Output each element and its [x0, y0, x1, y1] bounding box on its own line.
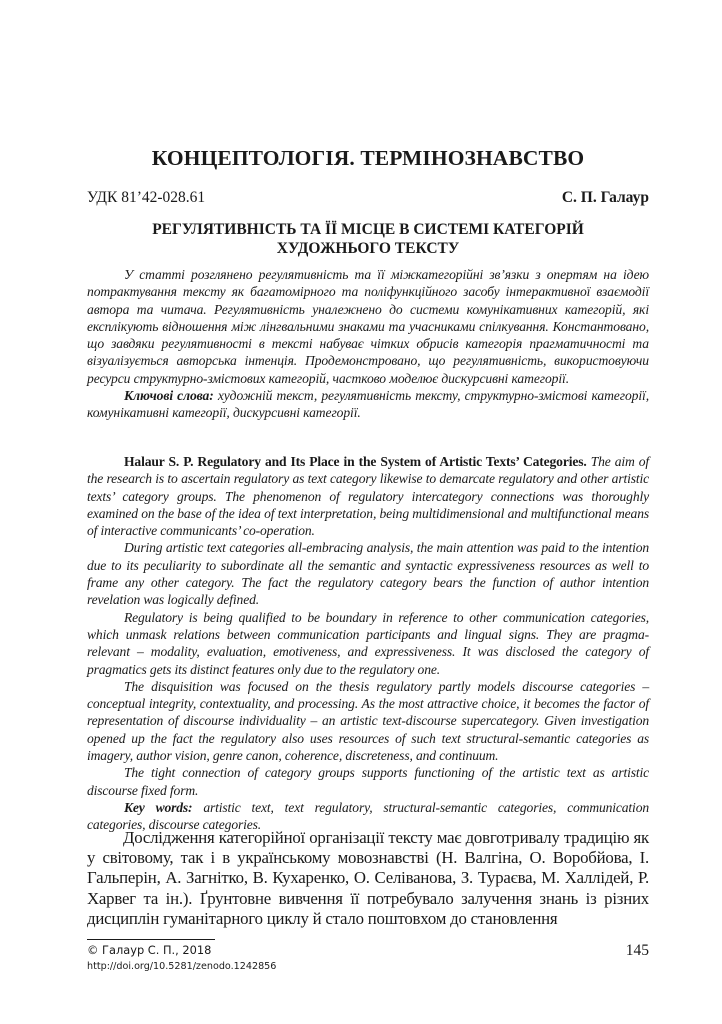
abstract-en-title: Halaur S. P. Regulatory and Its Place in the System of Artistic Texts’ Categories. — [124, 454, 587, 469]
article-title-line-1: РЕГУЛЯТИВНІСТЬ ТА ЇЇ МІСЦЕ В СИСТЕМІ КАТЕГОРІЙ — [152, 221, 584, 238]
article-title — [87, 220, 649, 258]
author-name: С. П. Галаур — [561, 189, 649, 206]
copyright-notice: © Галаур С. П., 2018 — [87, 943, 212, 957]
section-title: КОНЦЕПТОЛОГІЯ. ТЕРМІНОЗНАВСТВО — [151, 146, 585, 170]
abstract-english — [87, 453, 649, 834]
footnote-divider — [87, 939, 215, 940]
abstract-uk-text: У статті розглянено регулятивність та її міжкатегорійні зв’язки з опертям на ідею потрактування тексту як багатомірного та поліфункційного засобу інтерактивної взаємодії автора та читача. Регулятивність уналежнено до системи комунікативних категорій, які експлікують відношення між лінгвальними знаками та учасниками спілкування. Константовано, що завдяки регулятивності в тексті набуває чітких обрисів категорія прагматичності та візуалізується авторська інтенція. Продемонстровано, що регулятивність, використовуючи ресурси структурно-змістових категорій, частково моделює дискурсивні категорії. — [87, 267, 649, 386]
keywords-uk — [87, 387, 649, 422]
keywords-uk-label: Ключові слова: — [124, 388, 214, 404]
abstract-en-text-1: The aim of the research is to ascertain regulatory as text category likewise to demarcate regulatory and other artistic texts’ category groups. The phenomenon of regulatory intercategory connections was thoroughly examined on the base of the idea of text interpretation, being multidimensional and multifunctional means of interactive communicants’ co-operation. — [87, 454, 650, 539]
abstract-en-paragraph-1 — [87, 453, 649, 539]
udc-code: УДК 81’42-028.61 — [87, 189, 206, 206]
abstract-en-paragraph-5: The tight connection of category groups supports functioning of the artistic text as artistic discourse fixed form. — [87, 765, 649, 798]
keywords-en-list: artistic text, text regulatory, structural-semantic categories, communication categories, discourse categories. — [87, 799, 649, 833]
article-title-line-2: ХУДОЖНЬОГО ТЕКСТУ — [276, 240, 460, 257]
abstract-ukrainian — [87, 266, 649, 422]
abstract-en-paragraph-3: Regulatory is being qualified to be boundary in reference to other communication categories, which unmask relations between communication participants and lingual signs. They are pragma-relevant – modality, evaluation, emotiveness, and expressiveness. It was disclosed the category of pragmatics gets its distinct features only due to the regulatory one. — [87, 609, 649, 677]
doi-link[interactable]: http://doi.org/10.5281/zenodo.1242856 — [87, 961, 277, 972]
abstract-en-paragraph-2: During artistic text categories all-embracing analysis, the main attention was paid to the intention due to its peculiarity to subordinate all the semantic and syntactic expressiveness resources as well to frame any other category. The fact the regulatory category bears the function of author intention revelation was logically defined. — [87, 540, 649, 608]
abstract-en-paragraph-4: The disquisition was focused on the thesis regulatory partly models discourse categories – conceptual integrity, contextuality, and processing. As the most attractive choice, it becomes the factor of representation of discourse individuality – an artistic text-discourse supercategory. Given investigation opened up the fact the regulatory also uses resources of such text structural-semantic categories as imagery, author vision, genre canon, coherence, discreteness, and continuum. — [87, 678, 649, 764]
keywords-uk-list: художній текст, регулятивність тексту, структурно-змістові категорії, комунікативні категорії, дискурсивні категорії. — [87, 388, 649, 421]
keywords-en-label: Key words: — [124, 799, 193, 815]
article-meta — [87, 189, 649, 207]
body-paragraph: Дослідження категорійної організації тексту має довготривалу традицію як у світовому, так і в українському мовознавстві (Н. Валгіна, О. Воробйова, І. Гальперін, А. Загнітко, В. Кухаренко, О. Селіванова, З. Тураєва, М. Халлідей, Р. Харвег та ін.). Ґрунтовне вивчення її потребувало залучення знань із різних дисциплін гуманітарного циклу й стало поштовхом до становлення — [87, 828, 649, 928]
page-number: 145 — [625, 942, 649, 959]
